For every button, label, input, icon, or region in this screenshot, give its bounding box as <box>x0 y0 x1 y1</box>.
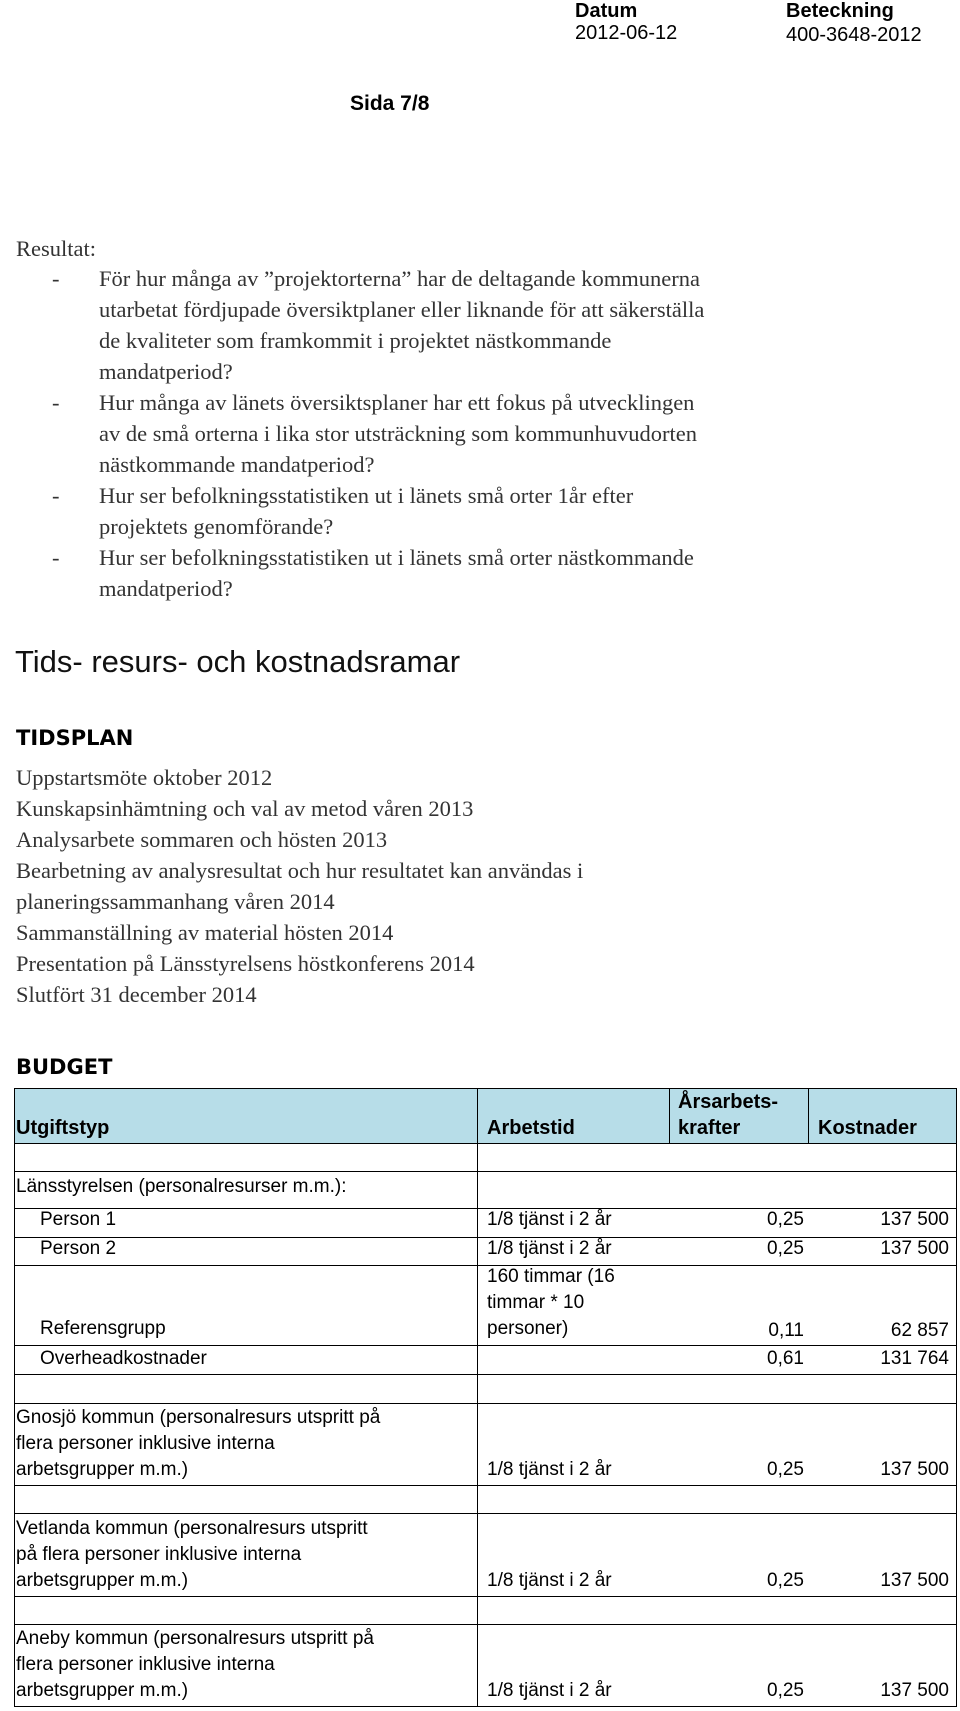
row-fte: 0,25 <box>767 1459 804 1480</box>
table-rule <box>14 1513 957 1514</box>
table-rule <box>14 1374 957 1375</box>
row-type: arbetsgrupper m.m.) <box>16 1459 189 1480</box>
tidsplan-line: Slutfört 31 december 2014 <box>16 982 257 1007</box>
tidsplan-line: Analysarbete sommaren och hösten 2013 <box>16 827 388 852</box>
table-rule <box>956 1088 957 1707</box>
tidsplan-line: Uppstartsmöte oktober 2012 <box>16 765 273 790</box>
page-number: Sida 7/8 <box>350 92 430 115</box>
row-time: timmar * 10 <box>487 1292 585 1313</box>
row-type: på flera personer inklusive interna <box>16 1544 302 1565</box>
row-type: Person 1 <box>40 1209 117 1230</box>
table-rule <box>477 1088 478 1707</box>
row-cost: 131 764 <box>880 1348 949 1369</box>
bullet-item: - Hur ser befolkningsstatistiken ut i länets små orter 1år efter projektets genomförande? <box>52 483 634 539</box>
row-fte: 0,25 <box>767 1209 804 1230</box>
table-rule <box>14 1143 957 1144</box>
tidsplan-line: Presentation på Länsstyrelsens höstkonferens 2014 <box>16 951 475 976</box>
row-type: Aneby kommun (personalresurs utspritt på <box>16 1628 374 1649</box>
table-rule <box>669 1088 670 1144</box>
row-time: personer) <box>487 1318 569 1339</box>
table-rule <box>14 1208 957 1209</box>
table-rule <box>14 1403 957 1404</box>
row-time: 1/8 tjänst i 2 år <box>487 1209 612 1230</box>
row-time: 1/8 tjänst i 2 år <box>487 1238 612 1259</box>
section-title: Tids- resurs- och kostnadsramar <box>15 644 461 679</box>
table-rule <box>14 1485 957 1486</box>
bullet-item: - För hur många av ”projektorterna” har de deltagande kommunerna utarbetat fördjupade översiktplaner eller liknande för att säkerställa de kvaliteter som framkommit i projektet nästkommande mandatperiod? <box>52 266 705 384</box>
row-time: 1/8 tjänst i 2 år <box>487 1459 612 1480</box>
bullet-item: - Hur många av länets översiktsplaner har ett fokus på utvecklingen av de små orterna i lika stor utsträckning som kommunhuvudorten nästkommande mandatperiod? <box>52 390 698 477</box>
row-cost: 137 500 <box>880 1570 949 1591</box>
date-label: Datum <box>575 0 638 22</box>
tidsplan-line: planeringssammanhang våren 2014 <box>16 889 335 914</box>
column-header-cost: Kostnader <box>818 1117 917 1139</box>
tidsplan-line: Sammanställning av material hösten 2014 <box>16 920 394 945</box>
row-cost: 62 857 <box>890 1320 949 1341</box>
table-rule <box>14 1624 957 1625</box>
table-rule <box>808 1088 809 1144</box>
row-type: Vetlanda kommun (personalresurs utspritt <box>16 1518 368 1539</box>
column-header-type: Utgiftstyp <box>16 1117 110 1139</box>
row-type: arbetsgrupper m.m.) <box>16 1680 189 1701</box>
row-type: arbetsgrupper m.m.) <box>16 1570 189 1591</box>
row-fte: 0,25 <box>767 1238 804 1259</box>
column-header-fte: Årsarbets- <box>678 1091 779 1113</box>
table-rule <box>14 1596 957 1597</box>
date-value: 2012-06-12 <box>575 22 678 44</box>
row-fte: 0,25 <box>767 1680 804 1701</box>
row-type: flera personer inklusive interna <box>16 1654 275 1675</box>
table-rule <box>14 1265 957 1266</box>
row-fte: 0,11 <box>768 1320 804 1341</box>
tidsplan-line: Bearbetning av analysresultat och hur resultatet kan användas i <box>16 858 584 883</box>
tidsplan-line: Kunskapsinhämtning och val av metod våren 2013 <box>16 796 474 821</box>
group-label-lansstyrelsen: Länsstyrelsen (personalresurser m.m.): <box>16 1176 347 1197</box>
row-type: Referensgrupp <box>40 1318 166 1339</box>
table-rule <box>14 1706 957 1707</box>
results-label: Resultat: <box>16 236 96 261</box>
table-rule <box>14 1088 957 1089</box>
table-rule <box>14 1237 957 1238</box>
row-fte: 0,61 <box>767 1348 804 1369</box>
row-type: Person 2 <box>40 1238 117 1259</box>
row-cost: 137 500 <box>880 1209 949 1230</box>
table-header-background <box>15 1089 956 1143</box>
budget-heading: BUDGET <box>16 1055 113 1079</box>
table-rule <box>14 1088 15 1707</box>
row-cost: 137 500 <box>880 1459 949 1480</box>
reference-value: 400-3648-2012 <box>786 24 922 46</box>
row-cost: 137 500 <box>880 1238 949 1259</box>
row-time: 1/8 tjänst i 2 år <box>487 1570 612 1591</box>
row-type: Overheadkostnader <box>40 1348 207 1369</box>
row-time: 160 timmar (16 <box>487 1266 615 1287</box>
row-fte: 0,25 <box>767 1570 804 1591</box>
table-rule <box>14 1171 957 1172</box>
tidsplan-heading: TIDSPLAN <box>16 726 134 750</box>
column-header-fte: krafter <box>678 1117 741 1139</box>
row-cost: 137 500 <box>880 1680 949 1701</box>
column-header-time: Arbetstid <box>487 1117 575 1139</box>
reference-label: Beteckning <box>786 0 894 22</box>
row-type: flera personer inklusive interna <box>16 1433 275 1454</box>
bullet-item: - Hur ser befolkningsstatistiken ut i länets små orter nästkommande mandatperiod? <box>52 545 694 601</box>
row-type: Gnosjö kommun (personalresurs utspritt på <box>16 1407 381 1428</box>
row-time: 1/8 tjänst i 2 år <box>487 1680 612 1701</box>
